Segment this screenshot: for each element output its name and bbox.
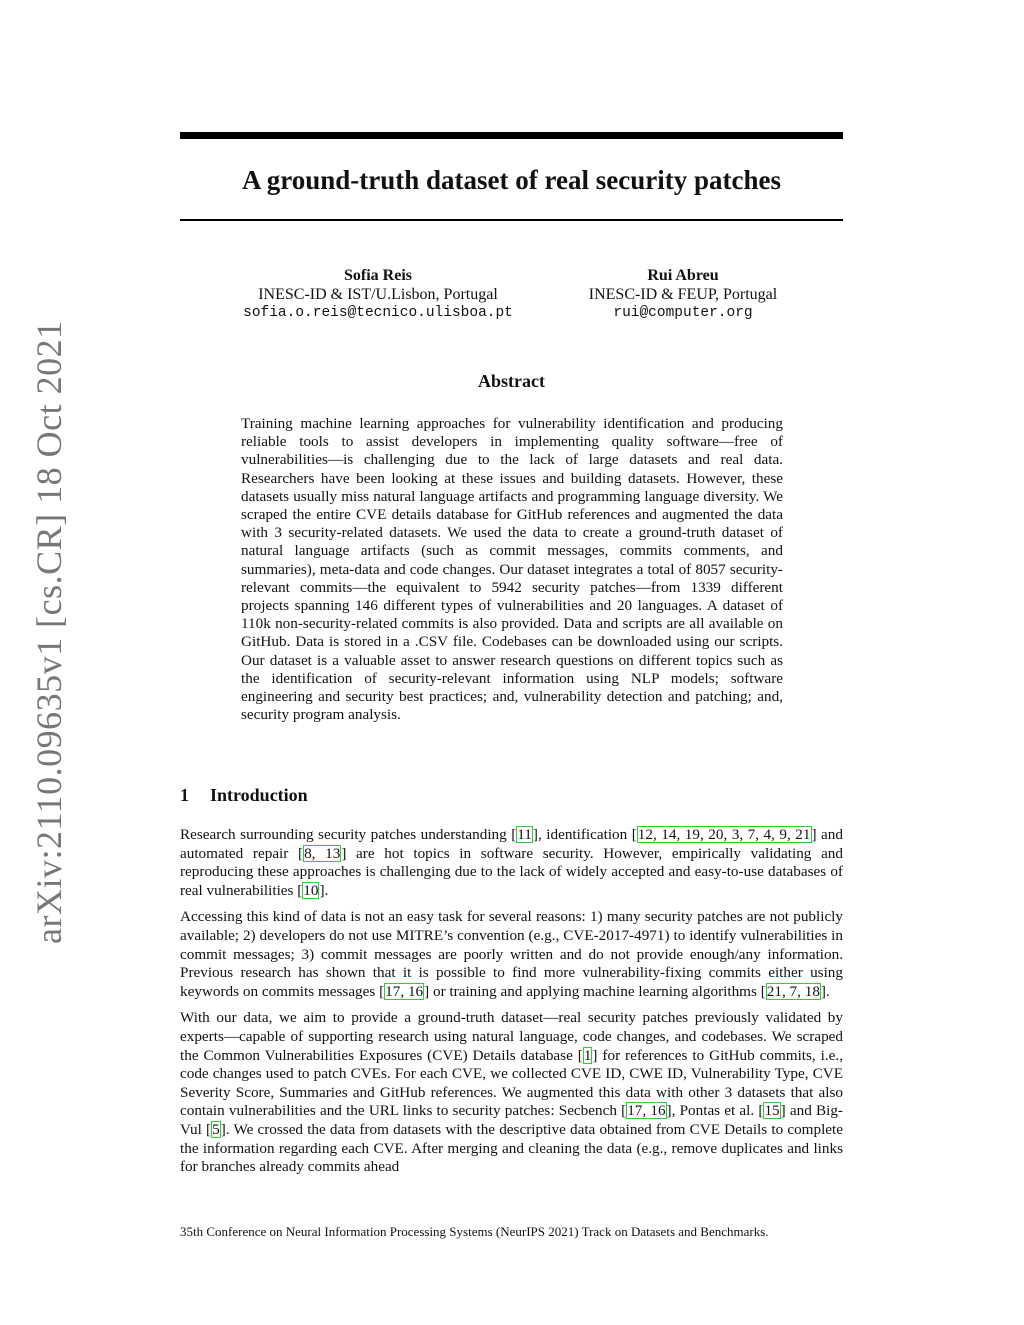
citation-link[interactable]: 21, 7, 18 — [766, 982, 820, 1000]
citation-link[interactable]: 17, 16 — [627, 1102, 666, 1120]
citation-link[interactable]: 17, 16 — [385, 982, 424, 1000]
introduction-body — [180, 826, 843, 1185]
abstract-heading: Abstract — [478, 371, 545, 391]
author-affiliation: INESC-ID & FEUP, Portugal — [588, 286, 778, 303]
citation-link[interactable]: 15 — [764, 1102, 780, 1120]
section-heading-introduction — [180, 784, 308, 806]
author-email: sofia.o.reis@tecnico.ulisboa.pt — [243, 305, 513, 321]
title-bottom-rule — [180, 219, 843, 221]
abstract-text: Training machine learning approaches for vulnerability identification and producing reliable tools to assist developers in implementing quality software—free of vulnerabilities—is challenging due to the lack of large datasets and real data. Researchers have been looking at these issues and building datasets. However, these datasets usually miss natural language artifacts and programming language diversity. We scraped the entire CVE details database for GitHub references and augmented the data with 3 security-related datasets. We used the data to create a ground-truth dataset of natural language artifacts (such as commit messages, commits comments, and summaries), meta-data and code changes. Our dataset integrates a total of 8057 security-relevant commits—the equivalent to 5942 security patches—from 1339 different projects spanning 146 different types of vulnerabilities and 20 languages. A dataset of 110k non-security-related commits is also provided. Data and scripts are all available on GitHub. Data is stored in a .CSV file. Codebases can be downloaded using our scripts. Our dataset is a valuable asset to answer research questions on different topics such as the identification of security-relevant information using NLP models; software engineering and security best practices; and, vulnerability detection and patching; and, security program analysis. — [241, 415, 783, 724]
section-number: 1 — [180, 785, 189, 805]
citation-link[interactable]: 10 — [303, 881, 319, 899]
author-name: Sofia Reis — [344, 267, 412, 284]
citation-link[interactable]: 12, 14, 19, 20, 3, 7, 4, 9, 21 — [637, 826, 811, 843]
citation-link[interactable]: 1 — [583, 1046, 592, 1064]
author-block-1 — [218, 266, 538, 323]
paragraph-1: Research surrounding security patches understanding [11], identification [12, 14, 19, 20, 3, 7, 4, 9, 21] and automated repair [8, 13] are hot topics in software security. However, empirically validating and reproducing these approaches is challenging due to the lack of widely accepted and easy-to-use databases of real vulnerabilities [10]. — [180, 826, 843, 899]
arxiv-side-stamp: arXiv:2110.09635v1 [cs.CR] 18 Oct 2021 — [29, 320, 69, 944]
section-title: Introduction — [210, 785, 308, 805]
conference-footnote: 35th Conference on Neural Information Processing Systems (NeurIPS 2021) Track on Datasets and Benchmarks. — [180, 1224, 769, 1239]
paragraph-3: With our data, we aim to provide a ground-truth dataset—real security patches previously validated by experts—capable of supporting research using natural language, code changes, and codebases. We scraped the Common Vulnerabilities Exposures (CVE) Details database [1] for references to GitHub commits, i.e., code changes used to patch CVEs. For each CVE, we collected CVE ID, CWE ID, Vulnerability Type, CVE Severity Score, Summaries and GitHub references. We augmented this data with other 3 datasets that also contain vulnerabilities and the URL links to security patches: Secbench [17, 16], Pontas et al. [15] and Big-Vul [5]. We crossed the data from datasets with the descriptive data obtained from CVE Details to complete the information regarding each CVE. After merging and cleaning the data (e.g., remove duplicates and links for branches already commits ahead — [180, 1009, 844, 1176]
citation-link[interactable]: 8, 13 — [304, 844, 341, 862]
paragraph-2: Accessing this kind of data is not an easy task for several reasons: 1) many security patches are not publicly available; 2) developers do not use MITRE’s convention (e.g., CVE-2017-4971) to identify vulnerabilities in commit messages; 3) commit messages are poorly written and do not provide enough/any information. Previous research has shown that it is possible to find more vulnerability-fixing commits either using keywords on commits messages [17, 16] or training and applying machine learning algorithms [21, 7, 18]. — [180, 908, 843, 1000]
author-email: rui@computer.org — [613, 305, 753, 321]
citation-link[interactable]: 11 — [517, 826, 532, 843]
author-name: Rui Abreu — [647, 267, 719, 284]
citation-link[interactable]: 5 — [212, 1120, 220, 1138]
title-top-rule — [180, 132, 843, 139]
author-block-2 — [523, 266, 843, 323]
author-affiliation: INESC-ID & IST/U.Lisbon, Portugal — [258, 286, 498, 303]
paper-title: A ground-truth dataset of real security patches — [242, 165, 781, 195]
